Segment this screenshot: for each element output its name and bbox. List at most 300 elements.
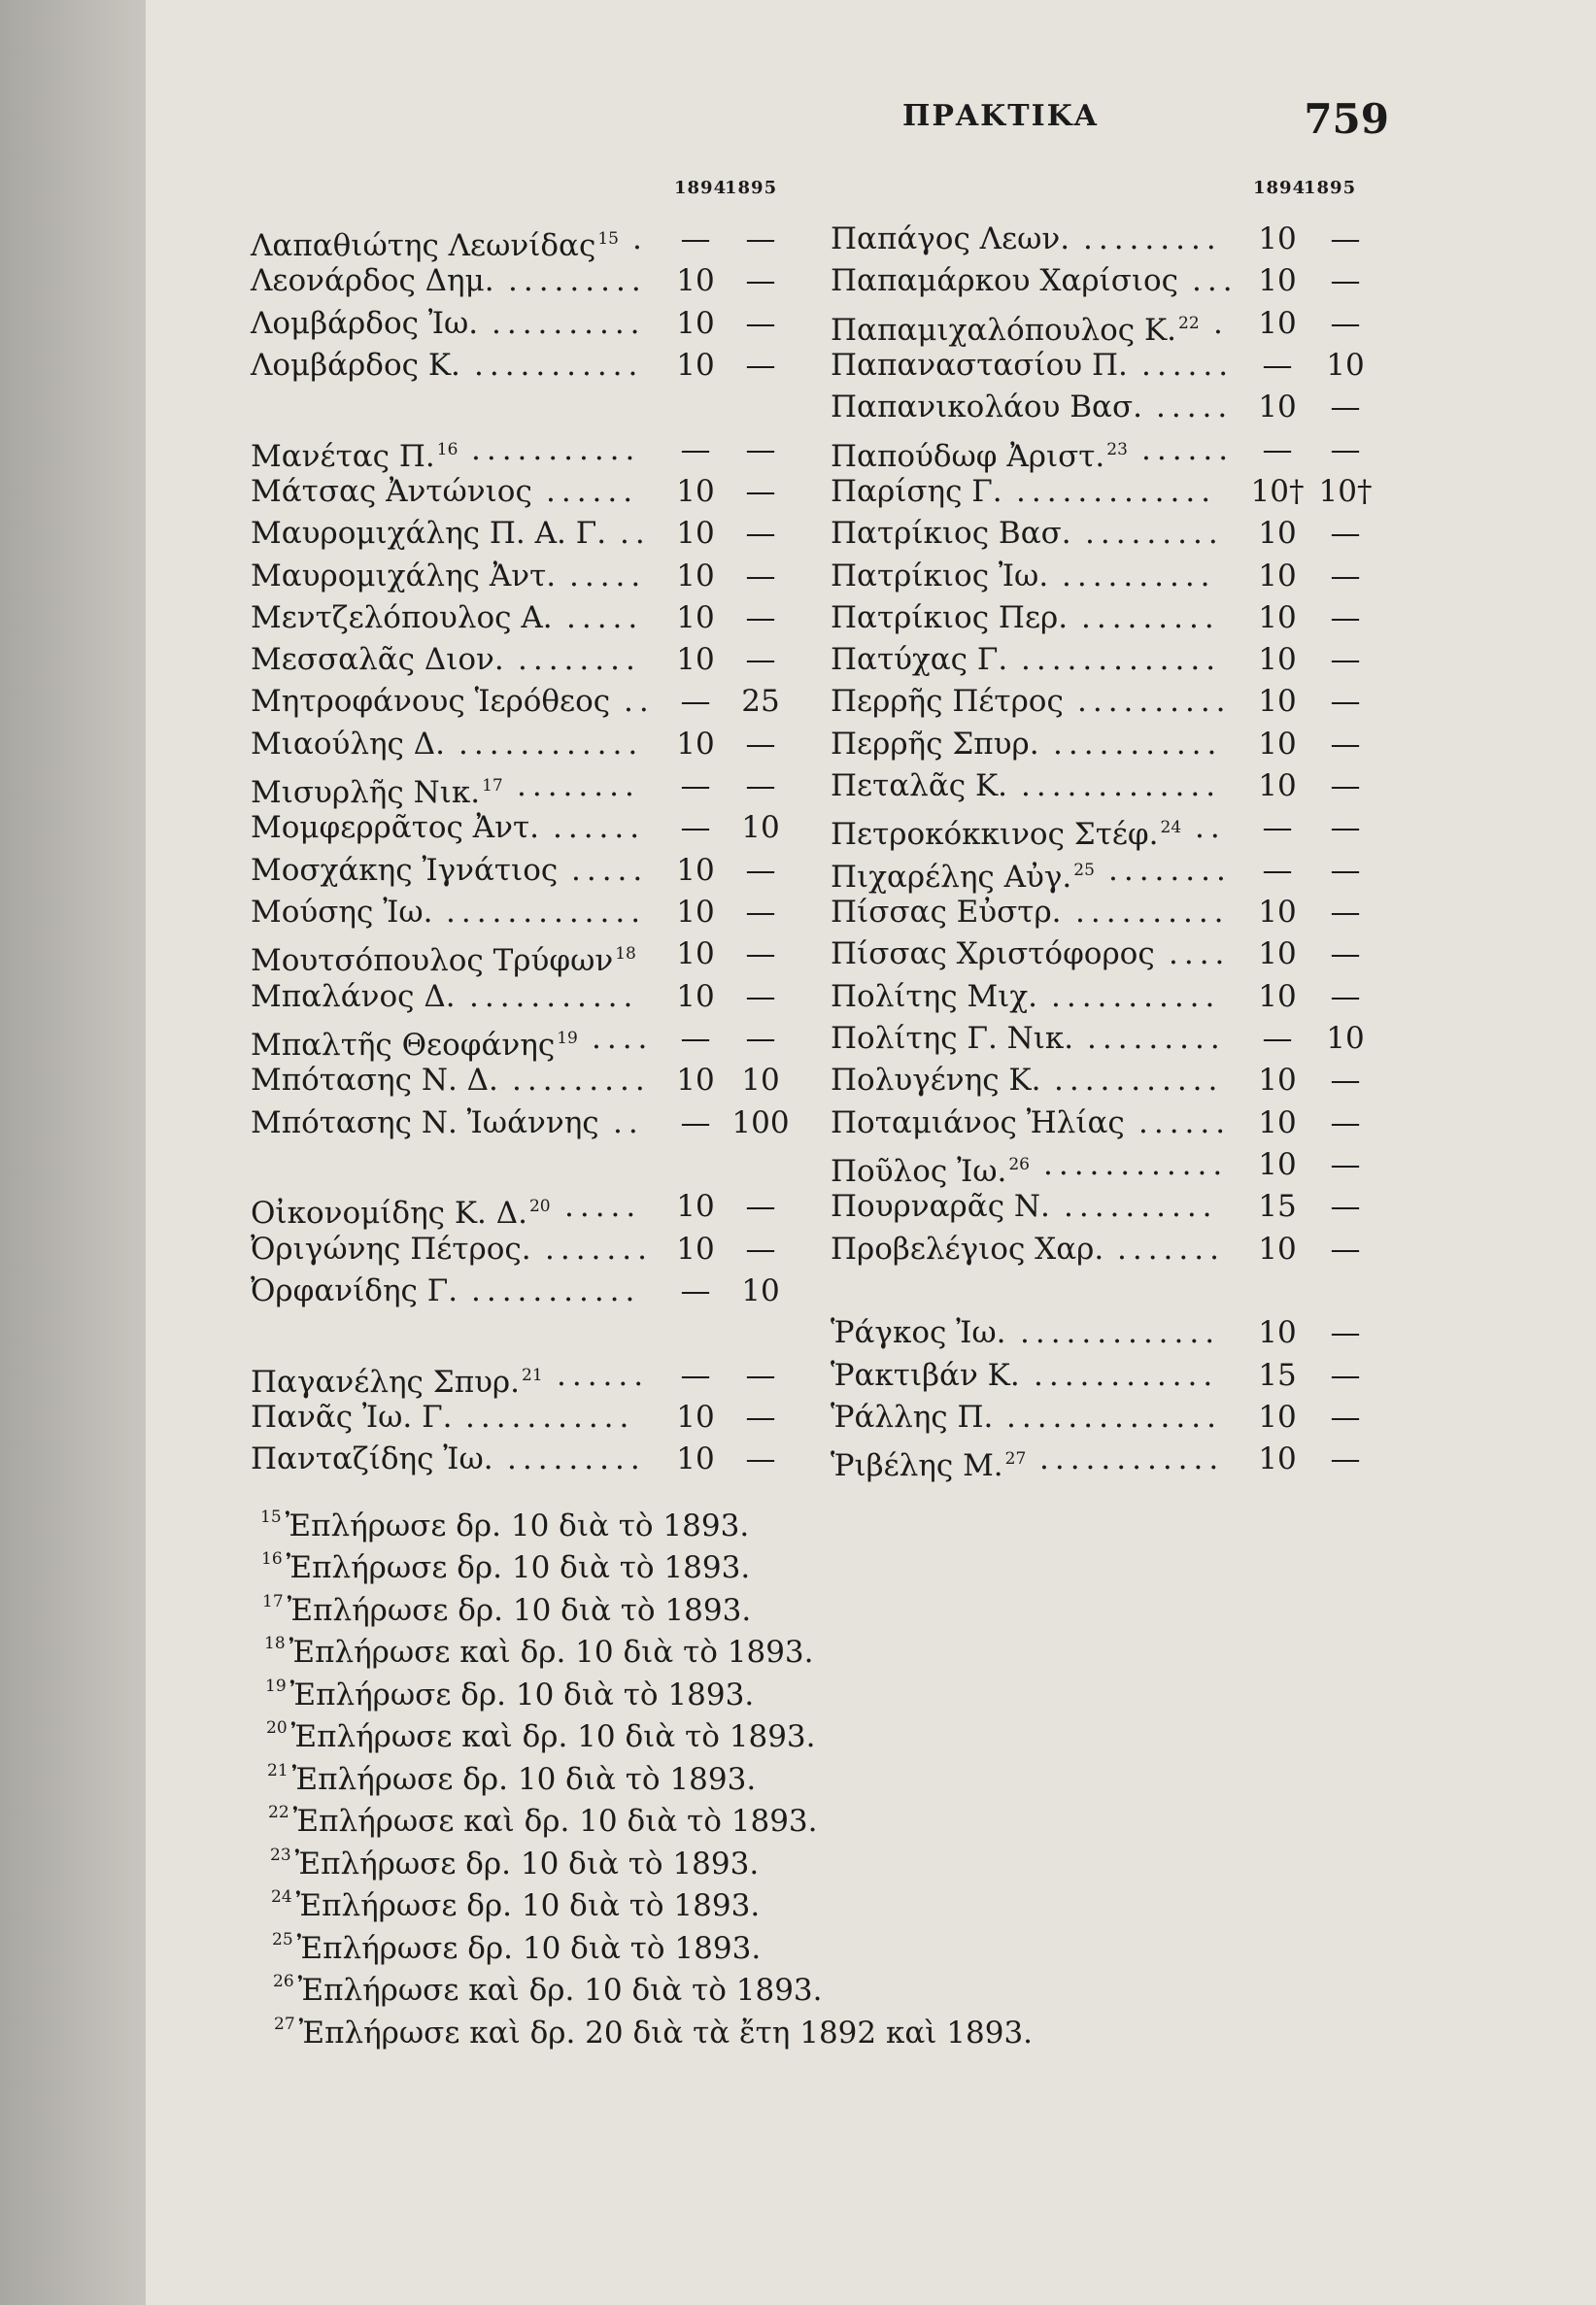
amount-1894: 10	[1258, 559, 1297, 593]
member-row	[251, 808, 799, 847]
footnote-ref: 22	[1178, 314, 1200, 333]
member-row	[251, 977, 799, 1016]
footnote-text: Ἐπλήρωσε καὶ δρ. 10 διὰ τὸ 1893.	[292, 1804, 818, 1839]
leader-dots: ........	[1108, 853, 1232, 888]
leader-dots: ..	[620, 516, 651, 551]
amount-1895: —	[1330, 516, 1361, 551]
leader-dots: ......	[1141, 348, 1235, 383]
amount-1895: 10†	[1318, 474, 1373, 509]
amount-1894: 10	[1258, 1400, 1297, 1435]
member-row	[251, 472, 799, 511]
member-name	[831, 557, 1048, 595]
member-row	[251, 934, 799, 978]
amount-1894: —	[1262, 853, 1293, 888]
leader-dots: .....	[571, 853, 649, 888]
footnote-number: 21	[267, 1761, 289, 1780]
member-name-text: Πατρίκιος Βασ.	[831, 516, 1071, 551]
amount-1894: 10	[1258, 768, 1297, 803]
member-name	[831, 725, 1039, 763]
member-name-text: Μουτσόπουλος Τρύφων	[251, 943, 614, 978]
amount-1894: 10	[676, 306, 715, 341]
member-name	[831, 1019, 1073, 1058]
member-name-text: Μεντζελόπουλος Α.	[251, 600, 553, 635]
member-name-text: Μαυρομιχάλης Ἀντ.	[251, 559, 557, 593]
footnote-ref: 17	[482, 776, 503, 796]
member-name-text: Πουρναρᾶς Ν.	[831, 1189, 1050, 1224]
amount-1894: 10	[1258, 306, 1297, 341]
member-name	[831, 1187, 1050, 1226]
amount-1894: 10	[1258, 895, 1297, 930]
footnote	[262, 1580, 752, 1628]
member-row	[251, 640, 799, 679]
member-row	[831, 557, 1384, 595]
footnote-ref: 16	[436, 440, 458, 459]
member-name	[251, 1187, 551, 1233]
amount-1895: —	[1330, 684, 1361, 719]
leader-dots: ..........	[1075, 895, 1230, 930]
amount-1895: —	[1330, 895, 1361, 930]
amount-1895: —	[745, 306, 776, 341]
member-name	[831, 682, 1064, 721]
leader-dots: ...........	[1051, 979, 1221, 1014]
member-row	[831, 304, 1384, 348]
leader-dots: ...	[1192, 263, 1239, 298]
member-row	[831, 1230, 1384, 1269]
amount-1895: —	[745, 1358, 776, 1393]
amount-1895: 10	[741, 1063, 780, 1098]
footnote	[260, 1496, 750, 1543]
footnote-ref: 25	[1073, 861, 1095, 880]
member-name	[251, 261, 494, 300]
amount-1895: —	[1330, 768, 1361, 803]
footnote	[264, 1622, 814, 1670]
member-row	[251, 1440, 799, 1478]
member-name-text: Παγανέλης Σπυρ.	[251, 1365, 520, 1400]
amount-1895: —	[1330, 306, 1361, 341]
footnote-number: 19	[265, 1677, 287, 1696]
member-name-text: Μπότασης Ν. Δ.	[251, 1063, 498, 1098]
leader-dots: .............	[1021, 768, 1222, 803]
member-row	[251, 682, 799, 721]
amount-1894: 10	[1258, 263, 1297, 298]
member-name	[831, 1145, 1030, 1191]
footnote-number: 25	[272, 1930, 293, 1949]
footnote-number: 20	[266, 1718, 288, 1738]
member-name-text: Μεσσαλᾶς Διον.	[251, 642, 504, 677]
member-name	[251, 851, 558, 890]
member-row	[251, 1187, 799, 1231]
member-row	[251, 725, 799, 763]
member-row	[831, 388, 1384, 426]
member-name-text: Μούσης Ἰω.	[251, 895, 433, 930]
member-row	[831, 1356, 1384, 1395]
year-header-right	[1253, 178, 1357, 198]
amount-1894: —	[680, 1105, 711, 1140]
leader-dots: .....	[569, 559, 647, 593]
leader-dots: ......	[1138, 1105, 1232, 1140]
leader-dots: .........	[1085, 516, 1224, 551]
leader-dots: ...........	[471, 432, 641, 467]
amount-1895: 10	[741, 1273, 780, 1308]
member-name	[251, 598, 553, 637]
leader-dots: ......	[546, 474, 639, 509]
footnote-text: Ἐπλήρωσε καὶ δρ. 10 διὰ τὸ 1893.	[297, 1973, 823, 2008]
footnote	[268, 1791, 818, 1839]
amount-1895: —	[745, 221, 776, 256]
member-name-text: Μανέτας Π.	[251, 439, 435, 474]
leader-dots: .............	[1020, 1315, 1221, 1350]
amount-1894: 10	[676, 516, 715, 551]
amount-1895: 100	[731, 1105, 790, 1140]
amount-1895: —	[1330, 1400, 1361, 1435]
member-name	[251, 430, 458, 476]
amount-1894: 10	[676, 263, 715, 298]
amount-1895: —	[745, 642, 776, 677]
year-header-1895: 1895	[1304, 178, 1357, 198]
member-name-text: Μητροφάνους Ἱερόθεος	[251, 684, 611, 719]
member-name-text: Πολίτης Γ. Νικ.	[831, 1021, 1074, 1056]
member-name	[831, 430, 1128, 476]
member-name-text: Ποῦλος Ἰω.	[831, 1154, 1007, 1189]
amount-1895: —	[745, 979, 776, 1014]
amount-1894: 10	[676, 936, 715, 971]
member-name	[831, 220, 1070, 258]
amount-1895: —	[1330, 1441, 1361, 1476]
leader-dots: ............	[458, 727, 644, 762]
member-name-text: Μπαλτῆς Θεοφάνης	[251, 1028, 556, 1063]
leader-dots: ..........	[1077, 684, 1232, 719]
amount-1894: 10	[676, 348, 715, 383]
member-row	[831, 640, 1384, 679]
member-name	[251, 220, 619, 265]
member-name	[251, 1356, 543, 1402]
footnote-number: 16	[261, 1549, 283, 1569]
member-name	[831, 1440, 1026, 1485]
leader-dots: ..........	[1062, 559, 1216, 593]
member-row	[251, 1230, 799, 1269]
amount-1894: 10	[676, 1441, 715, 1476]
amount-1895: —	[745, 853, 776, 888]
member-name	[251, 977, 456, 1016]
amount-1895: —	[1330, 390, 1361, 424]
amount-1895: —	[1330, 1232, 1361, 1267]
member-row	[251, 557, 799, 595]
amount-1894: 10	[676, 559, 715, 593]
amount-1895: —	[745, 1232, 776, 1267]
amount-1894: 10	[1258, 1105, 1297, 1140]
footnote-text: Ἐπλήρωσε δρ. 10 διὰ τὸ 1893.	[296, 1931, 762, 1966]
footnote	[266, 1707, 816, 1754]
leader-dots: ....	[592, 1021, 654, 1056]
member-name-text: Παπανικολάου Βασ.	[831, 390, 1142, 424]
footnote-text: Ἐπλήρωσε δρ. 10 διὰ τὸ 1893.	[295, 1888, 761, 1923]
member-row	[251, 1103, 799, 1142]
member-name-text: Παπαμιχαλόπουλος Κ.	[831, 313, 1177, 348]
amount-1894: 10	[1258, 221, 1297, 256]
member-name-text: Πεταλᾶς Κ.	[831, 768, 1007, 803]
amount-1895: —	[745, 1441, 776, 1476]
amount-1895: —	[745, 1021, 776, 1056]
footnote	[267, 1749, 757, 1797]
member-name-text: Ποταμιάνος Ἠλίας	[831, 1105, 1125, 1140]
member-name	[251, 1103, 599, 1142]
leader-dots: .........	[508, 263, 647, 298]
member-row	[831, 1061, 1384, 1100]
leader-dots: ...........	[1053, 727, 1223, 762]
footnote-text: Ἐπλήρωσε δρ. 10 διὰ τὸ 1893.	[285, 1508, 750, 1543]
footnote-number: 23	[270, 1846, 291, 1865]
leader-dots: ..........	[1064, 1189, 1218, 1224]
member-row	[251, 220, 799, 263]
member-name	[831, 514, 1071, 553]
member-name-text: Ῥάλλης Π.	[831, 1400, 994, 1435]
footnote-ref: 24	[1160, 818, 1182, 837]
member-name-text: Προβελέγιος Χαρ.	[831, 1232, 1104, 1267]
leader-dots: ..	[613, 1105, 644, 1140]
amount-1894: 10	[676, 979, 715, 1014]
amount-1894: 10	[1258, 1147, 1297, 1182]
member-name	[831, 1061, 1040, 1100]
amount-1895: —	[1330, 559, 1361, 593]
leader-dots: .........	[1081, 600, 1220, 635]
member-name	[251, 725, 445, 763]
amount-1894: 10	[676, 727, 715, 762]
amount-1895: —	[1330, 1063, 1361, 1098]
member-name	[831, 472, 1002, 511]
footnote-ref: 26	[1008, 1155, 1030, 1174]
footnote-text: Ἐπλήρωσε καὶ δρ. 10 διὰ τὸ 1893.	[289, 1635, 814, 1670]
leader-dots: .	[632, 221, 648, 256]
amount-1895: —	[745, 600, 776, 635]
leader-dots: ...........	[465, 1400, 635, 1435]
member-name-text: Πανταζίδης Ἰω.	[251, 1441, 493, 1476]
amount-1895: 10	[1326, 1021, 1365, 1056]
member-name	[251, 304, 478, 343]
footnote-ref: 20	[528, 1197, 551, 1216]
member-name	[251, 1061, 498, 1100]
member-row	[831, 725, 1384, 763]
year-header-1895: 1895	[725, 178, 778, 198]
amount-1895: —	[745, 727, 776, 762]
member-row	[251, 430, 799, 474]
member-row	[251, 261, 799, 300]
member-row	[251, 1061, 799, 1100]
member-name-text: Παπαναστασίου Π.	[831, 348, 1128, 383]
member-name	[251, 893, 432, 932]
running-header-title: ΠΡΑΚΤΙΚΑ	[902, 99, 1099, 133]
leader-dots: ........	[517, 768, 640, 803]
amount-1894: 10	[676, 853, 715, 888]
amount-1894: —	[680, 684, 711, 719]
leader-dots: ............	[1034, 1358, 1219, 1393]
footnote	[272, 1918, 762, 1966]
amount-1895: —	[1330, 936, 1361, 971]
amount-1894: 10	[1258, 979, 1297, 1014]
amount-1894: 10	[1258, 642, 1297, 677]
member-name	[831, 346, 1128, 385]
leader-dots: .....	[564, 1189, 642, 1224]
leader-dots: ......	[557, 1358, 650, 1393]
member-name-text: Μοσχάκης Ἰγνάτιος	[251, 853, 559, 888]
member-name	[831, 640, 1007, 679]
leader-dots: ............	[1043, 1147, 1229, 1182]
amount-1895: —	[1330, 727, 1361, 762]
amount-1895: —	[745, 348, 776, 383]
member-name	[251, 1271, 458, 1310]
amount-1894: —	[1262, 348, 1293, 383]
member-name-text: Μισυρλῆς Νικ.	[251, 775, 481, 810]
amount-1895: —	[745, 895, 776, 930]
member-name-text: Περρῆς Πέτρος	[831, 684, 1064, 719]
amount-1894: 10	[676, 600, 715, 635]
member-name-text: Πετροκόκκινος Στέφ.	[831, 817, 1159, 852]
leader-dots: ...........	[469, 979, 639, 1014]
amount-1895: —	[1330, 1358, 1361, 1393]
member-row	[831, 220, 1384, 258]
amount-1894: —	[1262, 1021, 1293, 1056]
amount-1895: —	[745, 1400, 776, 1435]
member-row	[831, 977, 1384, 1016]
member-name-text: Πατύχας Γ.	[831, 642, 1008, 677]
leader-dots: .	[1213, 306, 1229, 341]
member-row	[251, 598, 799, 637]
footnote	[270, 1834, 760, 1881]
member-name	[251, 1440, 493, 1478]
page-gutter-shadow	[0, 0, 146, 2305]
member-name-text: Παπάγος Λεων.	[831, 221, 1070, 256]
member-name-text: Μομφερρᾶτος Ἀντ.	[251, 810, 539, 845]
amount-1895: 10	[741, 810, 780, 845]
amount-1895: —	[1330, 853, 1361, 888]
leader-dots: .....	[1156, 390, 1234, 424]
amount-1894: 10	[1258, 600, 1297, 635]
footnote-text: Ἐπλήρωσε δρ. 10 διὰ τὸ 1893.	[289, 1678, 755, 1712]
member-name-text: Οἰκονομίδης Κ. Δ.	[251, 1196, 527, 1231]
amount-1895: —	[1330, 600, 1361, 635]
footnote-text: Ἐπλήρωσε δρ. 10 διὰ τὸ 1893.	[294, 1847, 760, 1881]
member-name	[251, 1398, 452, 1437]
amount-1895: —	[1330, 1147, 1361, 1182]
footnote-ref: 27	[1004, 1449, 1027, 1469]
member-name-text: Παπαμάρκου Χαρίσιος	[831, 263, 1179, 298]
amount-1894: 10	[676, 474, 715, 509]
leader-dots: .............	[446, 895, 647, 930]
member-name	[251, 682, 610, 721]
amount-1895: —	[745, 516, 776, 551]
footnote-ref: 19	[557, 1029, 578, 1048]
member-row	[831, 1103, 1384, 1142]
member-row	[831, 430, 1384, 474]
member-name-text: Μπαλάνος Δ.	[251, 979, 456, 1014]
member-name-text: Πατρίκιος Περ.	[831, 600, 1069, 635]
amount-1895: —	[1330, 642, 1361, 677]
footnote-ref: 15	[597, 229, 619, 249]
footnote-number: 15	[260, 1508, 282, 1527]
member-name	[831, 977, 1037, 1016]
member-name	[831, 1356, 1020, 1395]
member-name-text: Μαυρομιχάλης Π. Α. Γ.	[251, 516, 607, 551]
footnote-text: Ἐπλήρωσε καὶ δρ. 20 διὰ τὰ ἔτη 1892 καὶ 1893.	[298, 2016, 1034, 2051]
member-row	[831, 1019, 1384, 1058]
amount-1895: —	[1330, 432, 1361, 467]
amount-1894: 10	[1258, 1232, 1297, 1267]
member-name-text: Λαπαθιώτης Λεωνίδας	[251, 228, 596, 263]
member-row	[251, 1398, 799, 1437]
member-name	[831, 304, 1200, 350]
year-header-1894: 1894	[674, 178, 728, 198]
amount-1894: —	[680, 432, 711, 467]
amount-1894: 10	[1258, 727, 1297, 762]
member-row	[831, 682, 1384, 721]
member-row	[831, 261, 1384, 300]
leader-dots: ......	[1141, 432, 1235, 467]
amount-1894: 10†	[1250, 474, 1305, 509]
amount-1895: —	[745, 559, 776, 593]
footnote	[273, 1960, 823, 2008]
footnote-number: 26	[273, 1972, 294, 1991]
member-row	[831, 934, 1384, 973]
member-name-text: Ῥάγκος Ἰω.	[831, 1315, 1006, 1350]
footnote-number: 22	[268, 1803, 289, 1822]
amount-1894: —	[680, 1273, 711, 1308]
member-row	[251, 766, 799, 810]
amount-1894: —	[680, 1358, 711, 1393]
member-name	[251, 1019, 578, 1065]
amount-1894: 10	[1258, 936, 1297, 971]
member-row	[251, 514, 799, 553]
leader-dots: .............	[1016, 474, 1217, 509]
leader-dots: .........	[1083, 221, 1222, 256]
member-name	[251, 557, 556, 595]
amount-1894: 10	[676, 895, 715, 930]
footnote	[265, 1665, 755, 1712]
member-name-text: Μιαούλης Δ.	[251, 727, 446, 762]
amount-1895: 25	[741, 684, 780, 719]
amount-1894: 10	[1258, 1063, 1297, 1098]
member-name	[251, 808, 539, 847]
footnote-text: Ἐπλήρωσε καὶ δρ. 10 διὰ τὸ 1893.	[290, 1719, 816, 1754]
leader-dots: ..............	[1006, 1400, 1222, 1435]
amount-1895: —	[1330, 1315, 1361, 1350]
leader-dots: ....	[1169, 936, 1231, 971]
member-name	[831, 1103, 1125, 1142]
amount-1894: 15	[1258, 1189, 1297, 1224]
amount-1895: —	[745, 768, 776, 803]
member-row	[831, 1440, 1384, 1483]
footnote-number: 18	[264, 1634, 286, 1653]
member-row	[831, 766, 1384, 805]
amount-1894: 15	[1258, 1358, 1297, 1393]
member-name	[251, 346, 460, 385]
member-name-text: Λεονάρδος Δημ.	[251, 263, 494, 298]
leader-dots: ...........	[471, 1273, 641, 1308]
member-name	[831, 598, 1068, 637]
footnote-text: Ἐπλήρωσε δρ. 10 διὰ τὸ 1893.	[291, 1762, 757, 1797]
member-name-text: Πολίτης Μιχ.	[831, 979, 1037, 1014]
member-name	[831, 766, 1007, 805]
member-name	[251, 766, 503, 812]
footnote-text: Ἐπλήρωσε δρ. 10 διὰ τὸ 1893.	[287, 1593, 752, 1628]
footnote-ref: 21	[522, 1366, 543, 1385]
page-number: 759	[1304, 95, 1389, 143]
amount-1895: —	[1330, 263, 1361, 298]
member-name	[831, 388, 1142, 426]
year-header-left	[674, 178, 778, 198]
leader-dots: ..........	[492, 306, 646, 341]
amount-1895: —	[1330, 1105, 1361, 1140]
amount-1894: —	[680, 768, 711, 803]
amount-1894: 10	[1258, 390, 1297, 424]
